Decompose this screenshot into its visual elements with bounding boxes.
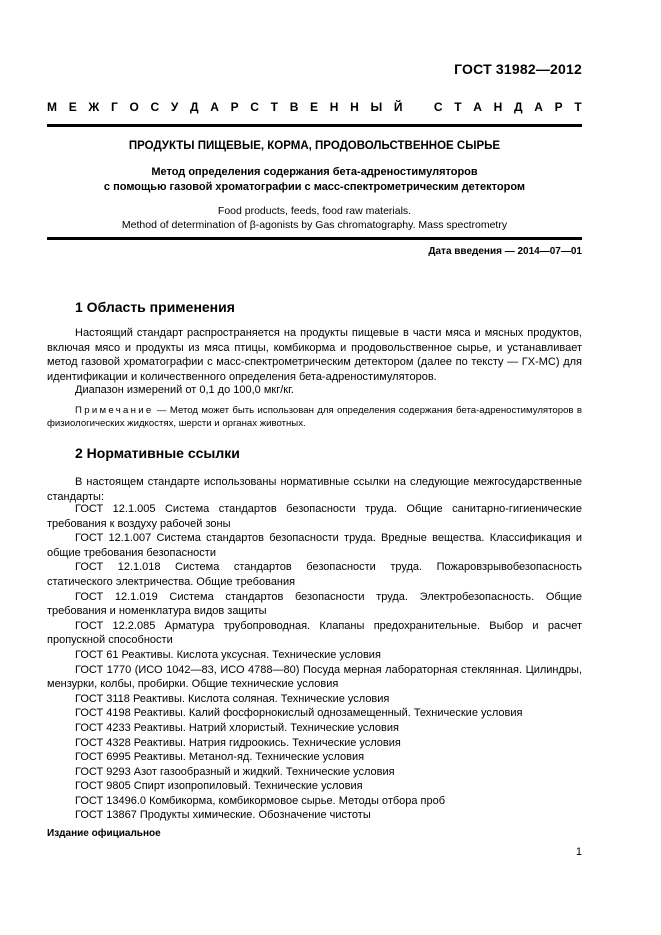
section-2-intro: В настоящем стандарте использованы нормативные ссылки на следующие межгосударственные стандарты: (47, 476, 582, 503)
heading-letter: Г (110, 100, 118, 114)
heading-letter: С (433, 100, 443, 114)
document-title: ПРОДУКТЫ ПИЩЕВЫЕ, КОРМА, ПРОДОВОЛЬСТВЕННОЕ СЫРЬЕ (128, 140, 501, 152)
subtitle-line-1: Метод определения содержания бета-адреностимуляторов (151, 166, 478, 178)
page-number: 1 (575, 846, 582, 858)
heading-gap (414, 100, 422, 114)
heading-letter: Н (350, 100, 359, 114)
section-1-note (47, 404, 582, 430)
heading-letter: О (129, 100, 139, 114)
heading-letter: Н (329, 100, 339, 114)
reference-item: ГОСТ 12.1.018 Система стандартов безопасности труда. Пожаровзрывобезопасность статического электричества. Общие требования (47, 561, 582, 588)
heading-letter: Д (514, 100, 523, 114)
reference-item: ГОСТ 6995 Реактивы. Метанол-яд. Технические условия (75, 751, 365, 764)
heading-letter: А (534, 100, 543, 114)
reference-item: ГОСТ 13867 Продукты химические. Обозначение чистоты (75, 809, 371, 822)
reference-item: ГОСТ 61 Реактивы. Кислота уксусная. Технические условия (75, 648, 381, 661)
heading-letter: Н (493, 100, 503, 114)
heading-letter: Е (68, 100, 77, 114)
heading-letter: Р (554, 100, 563, 114)
heading-letter: Е (310, 100, 319, 114)
reference-item: ГОСТ 12.2.085 Арматура трубопроводная. Клапаны предохранительные. Выбор и расчет пропускной способности (47, 619, 582, 647)
heading-letter: А (210, 100, 219, 114)
title-rule (47, 237, 582, 240)
section-1-heading: 1 Область применения (75, 299, 235, 315)
reference-item: ГОСТ 3118 Реактивы. Кислота соляная. Технические условия (75, 692, 390, 705)
reference-item: ГОСТ 9805 Спирт изопропиловый. Технические условия (75, 780, 363, 793)
header-rule (47, 124, 582, 127)
heading-letter: Д (189, 100, 199, 114)
english-title-line-2: Method of determination of β-agonists by Gas chromatography. Mass spectrometry (121, 219, 508, 231)
section-2-heading: 2 Нормативные ссылки (75, 445, 240, 461)
heading-letter: С (250, 100, 259, 114)
effective-date: Дата введения — 2014—07—01 (428, 246, 582, 257)
section-1-paragraph-1: Настоящий стандарт распространяется на продукты пищевые в части мяса и мясных продуктов, включая мясо и продукты из мяса птицы, комбикорма и продовольственное сырье, и устанавливает метод газовой хроматографии с масс-спектрометрическим детектором (далее по тексту — ГХ-МС) для идентификации и количественного определения бета-адреностимуляторов. (47, 327, 582, 383)
heading-letter: В (289, 100, 299, 114)
heading-letter: Т (454, 100, 462, 114)
heading-letter: Р (230, 100, 239, 114)
reference-item: ГОСТ 4233 Реактивы. Натрий хлористый. Технические условия (75, 721, 399, 734)
document-subtitle (47, 165, 582, 195)
heading-letter: С (150, 100, 160, 114)
reference-item: ГОСТ 9293 Азот газообразный и жидкий. Технические условия (75, 765, 395, 778)
heading-letter: Ы (370, 100, 383, 114)
references-list (47, 502, 582, 823)
standard-code: ГОСТ 31982—2012 (454, 61, 582, 77)
reference-item: ГОСТ 13496.0 Комбикорма, комбикормовое сырье. Методы отбора проб (75, 794, 446, 807)
heading-letter: Т (574, 100, 582, 114)
heading-letter: У (170, 100, 179, 114)
english-title-line-1: Food products, feeds, food raw materials. (217, 205, 412, 217)
reference-item: ГОСТ 12.1.019 Система стандартов безопасности труда. Электробезопасность. Общие требования и номенклатура видов защиты (47, 590, 582, 618)
reference-item: ГОСТ 4198 Реактивы. Калий фосфорнокислый однозамещенный. Технические условия (75, 707, 523, 720)
subtitle-line-2: с помощью газовой хроматографии с масс-спектрометрическим детектором (103, 181, 526, 193)
heading-letter: Ж (88, 100, 100, 114)
reference-item: ГОСТ 1770 (ИСО 1042—83, ИСО 4788—80) Посуда мерная лабораторная стеклянная. Цилиндры, мензурки, колбы, пробирки. Общие технические условия (47, 663, 582, 691)
official-edition-label: Издание официальное (47, 828, 161, 839)
interstate-standard-heading (47, 100, 582, 114)
reference-item: ГОСТ 12.1.007 Система стандартов безопасности труда. Вредные вещества. Классификация и общие требования безопасности (47, 532, 582, 559)
note-text: — Метод может быть использован для определения содержания бета-адреностимуляторов в физиологических жидкостях, шерсти и органах животных. (47, 405, 582, 429)
english-title (47, 204, 582, 232)
heading-letter: Т (270, 100, 278, 114)
note-label: Примечание (75, 405, 154, 416)
reference-item: ГОСТ 4328 Реактивы. Натрия гидроокись. Технические условия (75, 736, 401, 749)
section-1-paragraph-2: Диапазон измерений от 0,1 до 100,0 мкг/кг. (75, 384, 294, 396)
heading-letter: Й (393, 100, 403, 114)
heading-letter: М (47, 100, 57, 114)
heading-letter: А (473, 100, 482, 114)
reference-item: ГОСТ 12.1.005 Система стандартов безопасности труда. Общие санитарно-гигиенические требования к воздуху рабочей зоны (47, 503, 582, 530)
